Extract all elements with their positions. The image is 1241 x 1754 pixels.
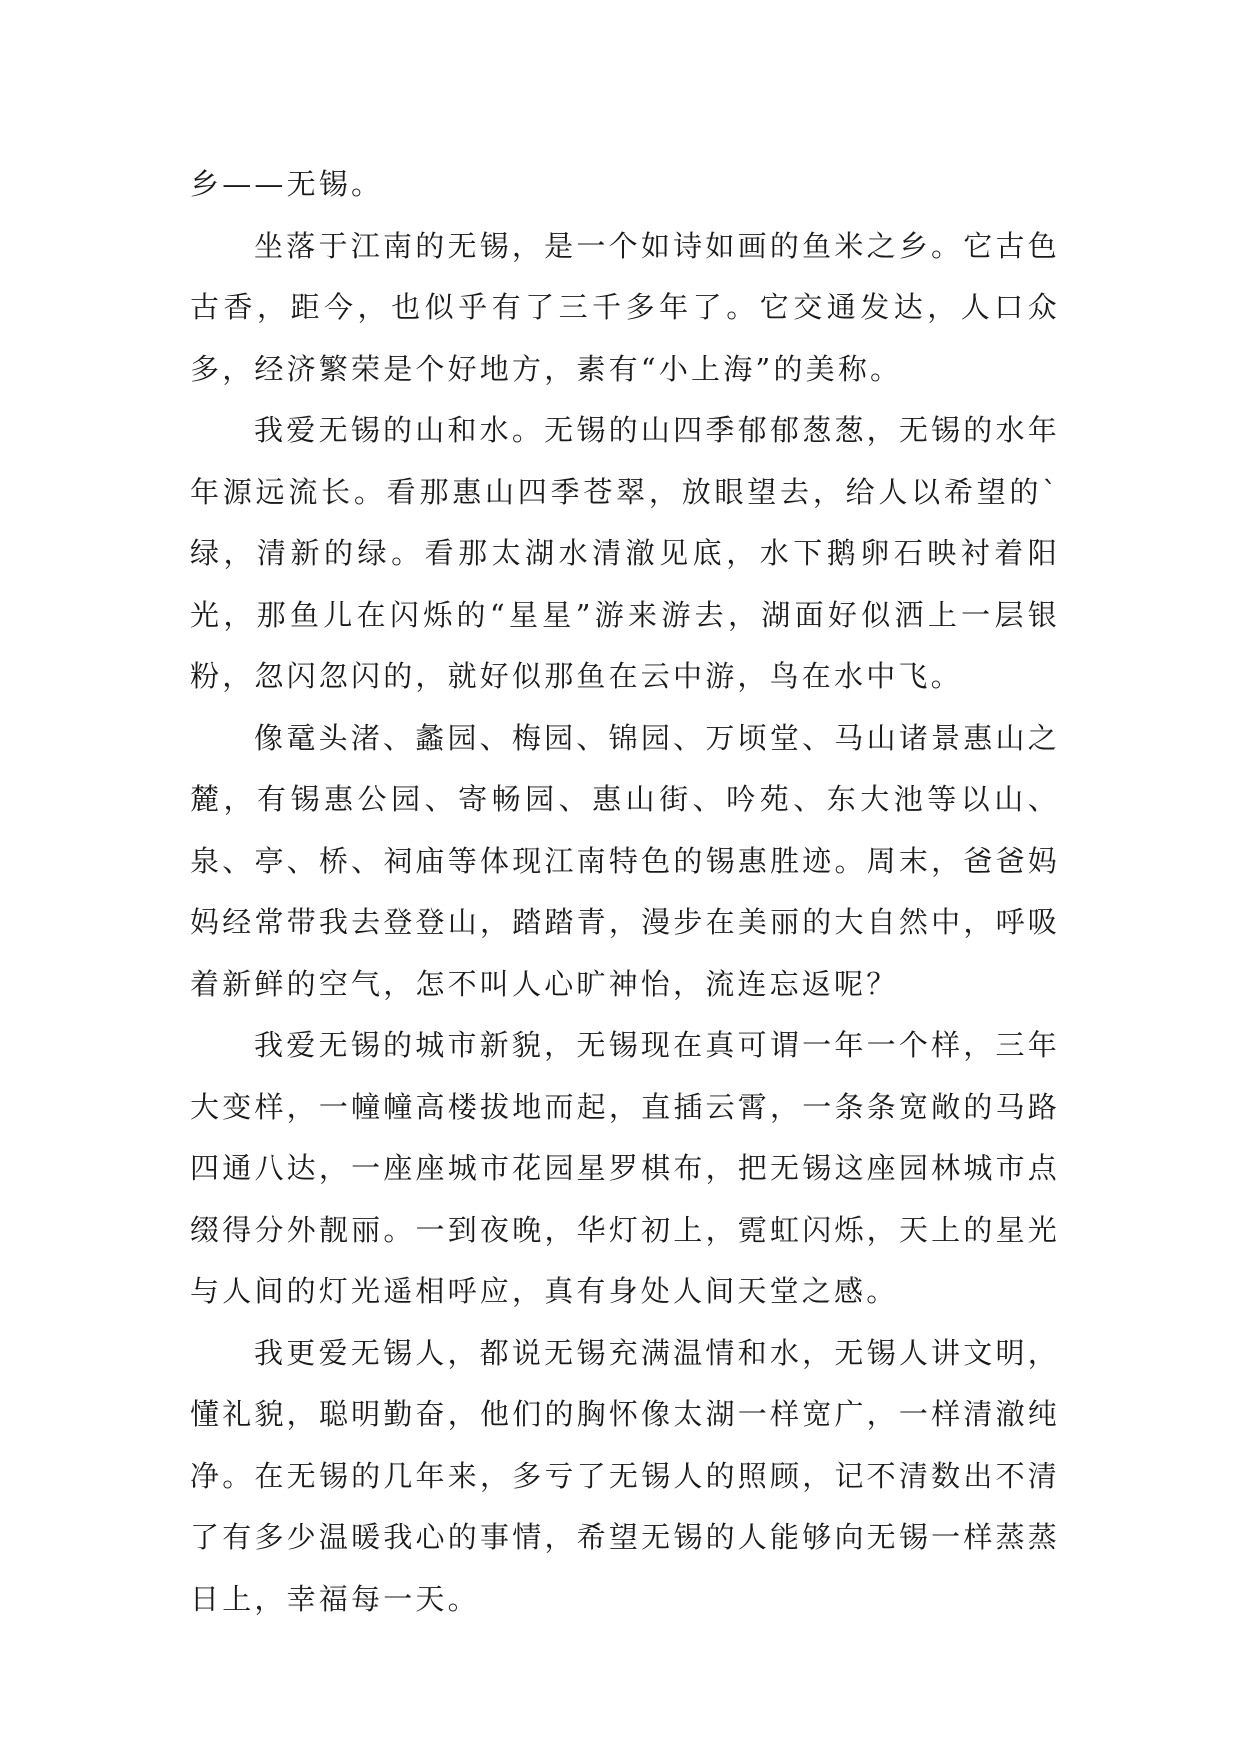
paragraph-continuation: 乡——无锡。 [190,167,384,201]
paragraph-city-look: 我爱无锡的城市新貌，无锡现在真可谓一年一个样，三年大变样，一幢幢高楼拔地而起，直插云霄，一条条宽敞的马路四通八达，一座座城市花园星罗棋布，把无锡这座园林城市点缀得分外靓丽。一到夜晚，华灯初上，霓虹闪烁，天上的星光与人间的灯光遥相呼应，真有身处人间天堂之感。 [190,1028,1060,1308]
paragraph-scenic-spots: 像鼋头渚、蠡园、梅园、锦园、万顷堂、马山诸景惠山之麓，有锡惠公园、寄畅园、惠山街、吟苑、东大池等以山、泉、亭、桥、祠庙等体现江南特色的锡惠胜迹。周末，爸爸妈妈经常带我去登登山，踏踏青，漫步在美丽的大自然中，呼吸着新鲜的空气，怎不叫人心旷神怡，流连忘返呢？ [190,720,1060,1001]
paragraph-mountains-water: 我爱无锡的山和水。无锡的山四季郁郁葱葱，无锡的水年年源远流长。看那惠山四季苍翠，放眼望去，给人以希望的`绿，清新的绿。看那太湖水清澈见底，水下鹅卵石映衬着阳光，那鱼儿在闪烁的“星星”游来游去，湖面好似洒上一层银粉，忽闪忽闪的，就好似那鱼在云中游，鸟在水中飞。 [190,413,1060,693]
paragraph-people: 我更爱无锡人，都说无锡充满温情和水，无锡人讲文明，懂礼貌，聪明勤奋，他们的胸怀像太湖一样宽广，一样清澈纯净。在无锡的几年来，多亏了无锡人的照顾，记不清数出不清了有多少温暖我心的事情，希望无锡的人能够向无锡一样蒸蒸日上，幸福每一天。 [190,1335,1060,1616]
paragraph-intro: 坐落于江南的无锡，是一个如诗如画的鱼米之乡。它古色古香，距今，也似乎有了三千多年了。它交通发达，人口众多，经济繁荣是个好地方，素有“小上海”的美称。 [190,228,1060,386]
essay-body [190,154,1060,1630]
